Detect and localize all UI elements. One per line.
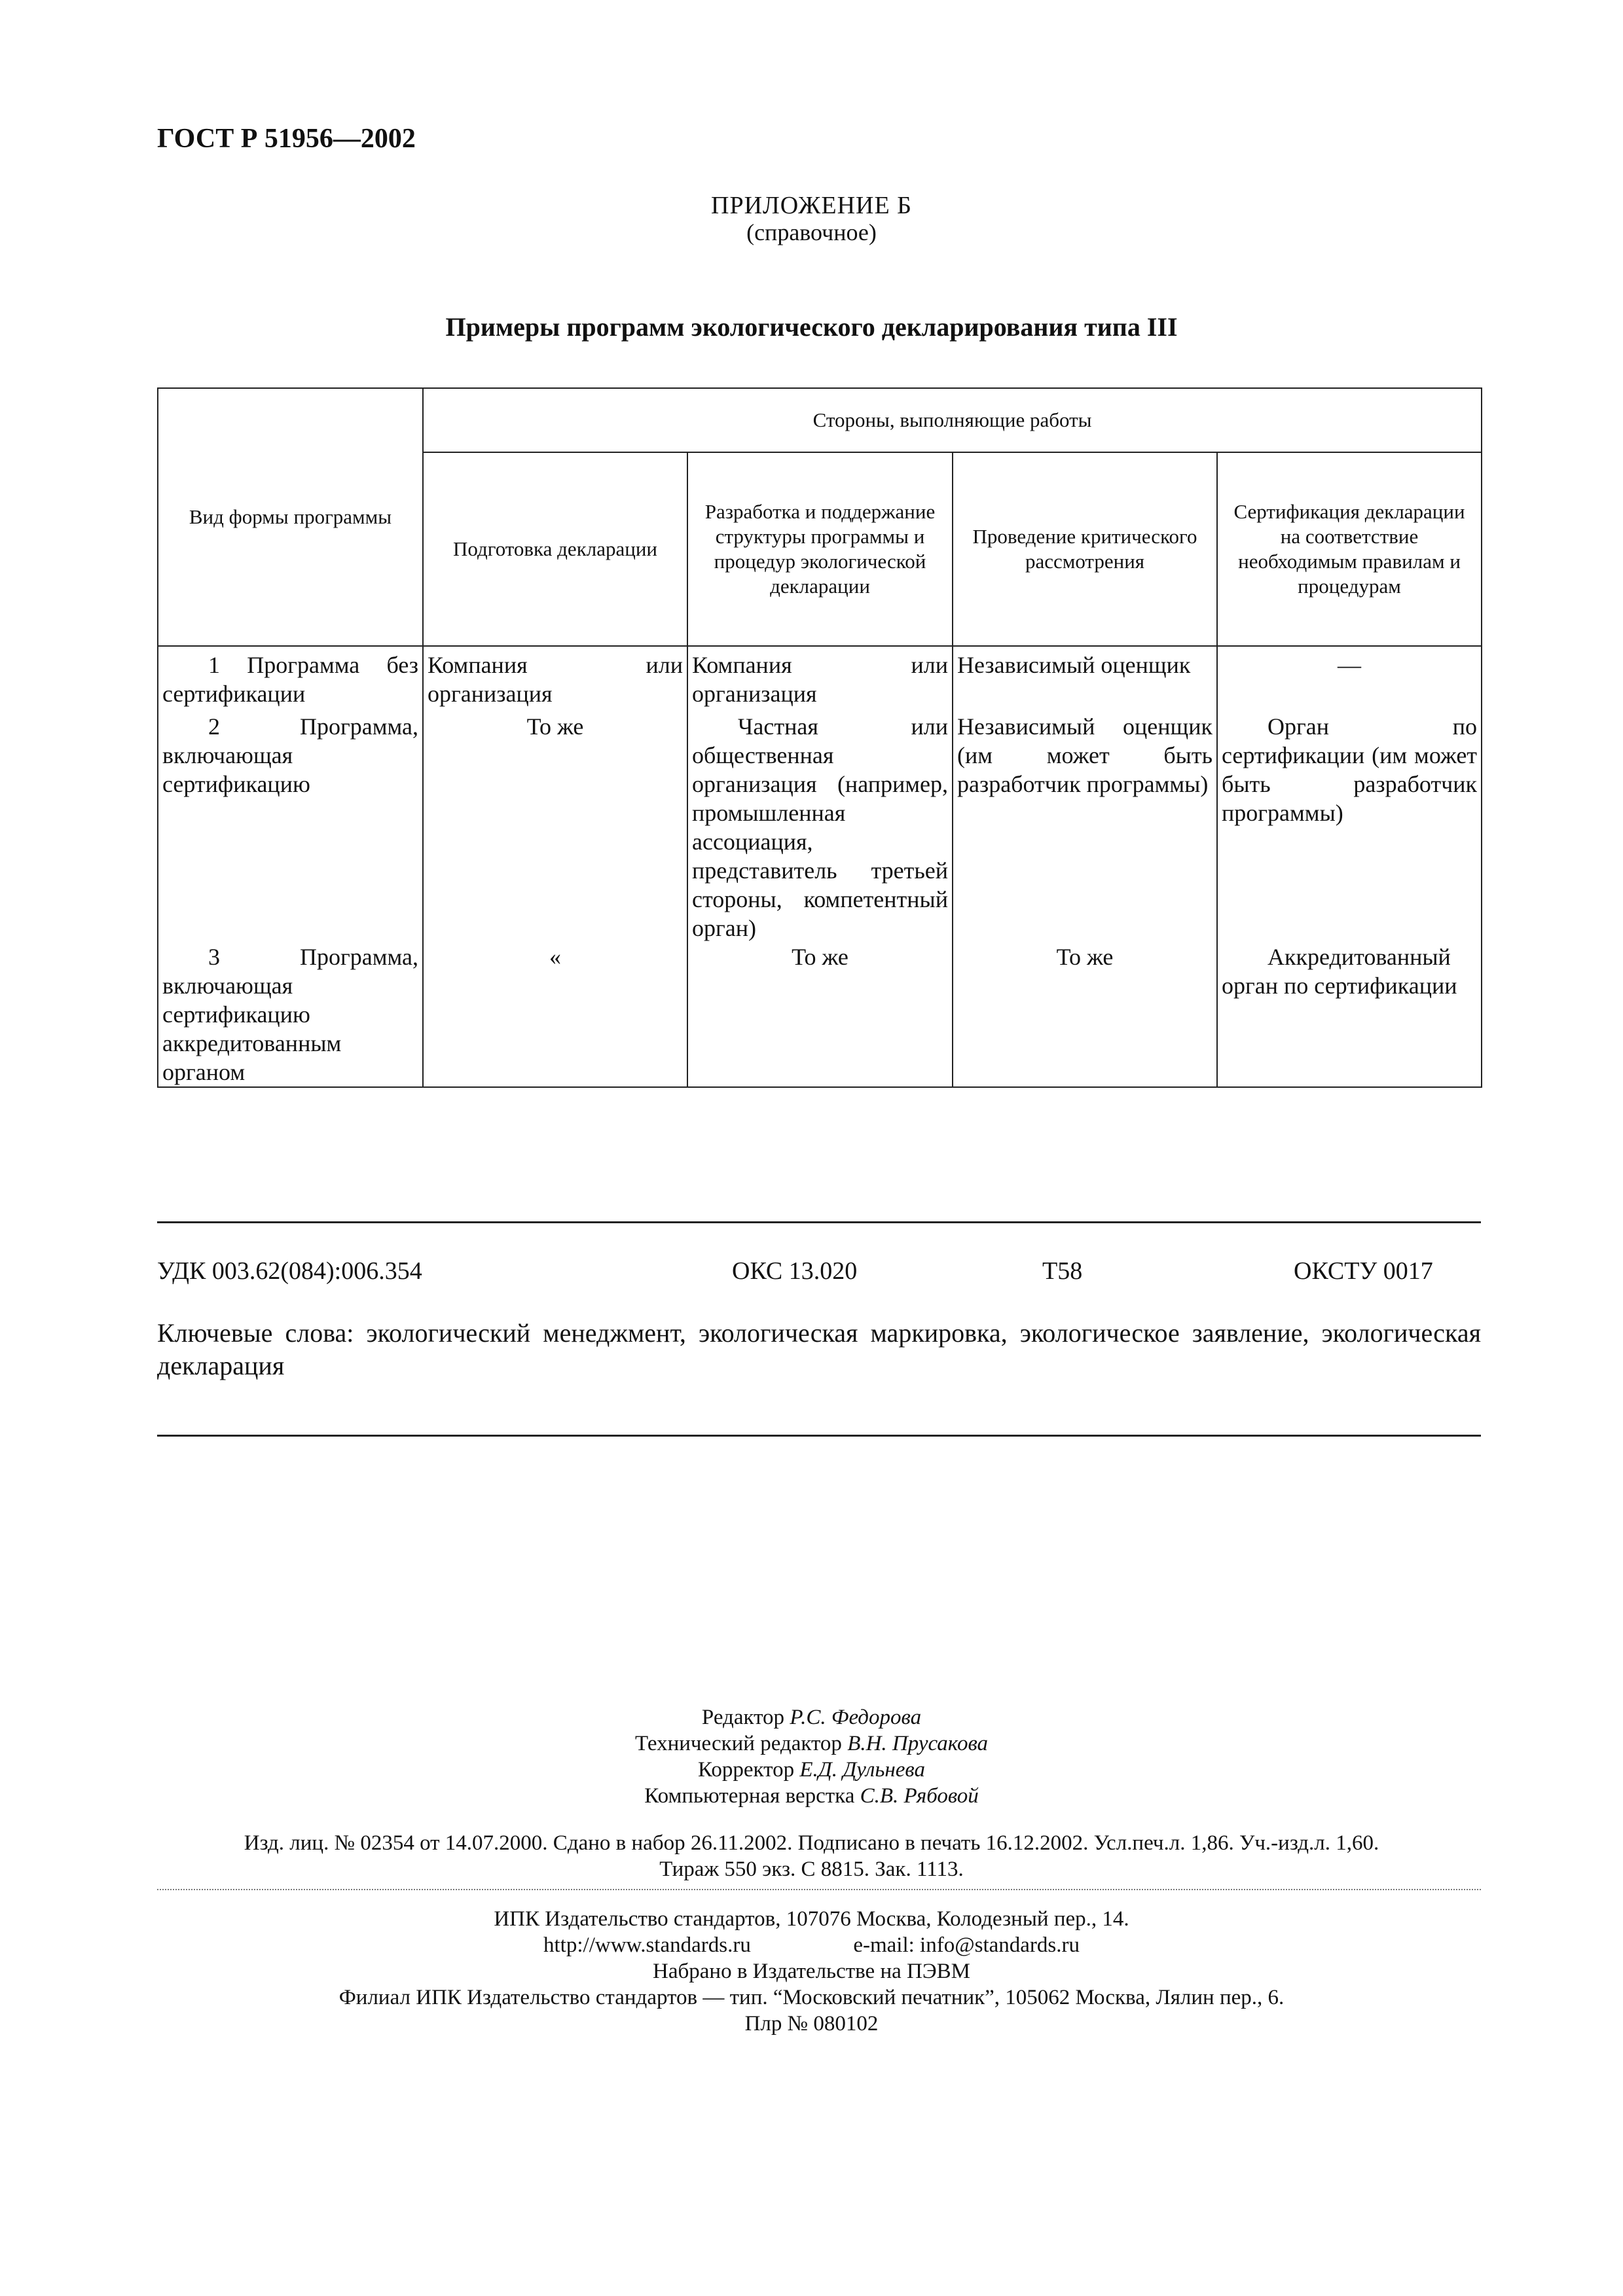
cell-form: 2 Программа, включающая сертификацию — [158, 712, 423, 942]
cell-review: То же — [953, 942, 1217, 1087]
header-certification: Сертификация декларации на соответствие необходимым правилам и процедурам — [1217, 452, 1482, 646]
cell-prep: То же — [423, 712, 687, 942]
cell-cert: Орган по сертификации (им может быть разработчик программы) — [1217, 712, 1482, 942]
publisher-address: ИПК Издательство стандартов, 107076 Москва, Колодезный пер., 14. — [494, 1907, 1129, 1931]
divider — [157, 1435, 1481, 1437]
publisher-contacts — [0, 1932, 1623, 1958]
cell-prep: Компания или организация — [423, 646, 687, 712]
typeset-note: Набрано в Издательстве на ПЭВМ — [653, 1960, 970, 1983]
dotted-divider — [157, 1889, 1481, 1892]
okstu-code: ОКСТУ 0017 — [1294, 1257, 1433, 1285]
document-code: ГОСТ Р 51956—2002 — [157, 124, 416, 154]
credit-layout: Компьютерная верстка С.В. Рябовой — [644, 1784, 979, 1808]
credit-editor: Редактор Р.С. Федорова — [701, 1706, 922, 1729]
credit-corrector: Корректор Е.Д. Дульнева — [697, 1758, 926, 1782]
annex-title: ПРИЛОЖЕНИЕ Б — [711, 192, 912, 219]
programs-table — [157, 387, 1482, 1088]
table-row — [158, 942, 1482, 1087]
header-preparation: Подготовка декларации — [423, 452, 687, 646]
header-parties: Стороны, выполняющие работы — [423, 388, 1482, 452]
imprint-line-1: Изд. лиц. № 02354 от 14.07.2000. Сдано в набор 26.11.2002. Подписано в печать 16.12.2002. Усл.печ.л. 1,86. Уч.-изд.л. 1,60. — [244, 1831, 1379, 1855]
table-title: Примеры программ экологического декларирования типа III — [445, 312, 1178, 342]
cell-dev: Частная или общественная организация (например, промышленная ассоциация, представитель третьей стороны, компетентный орган) — [687, 712, 953, 942]
t-code: Т58 — [1042, 1257, 1083, 1285]
table-row — [158, 712, 1482, 942]
cell-form: 3 Программа, включающая сертификацию аккредитованным органом — [158, 942, 423, 1087]
udk-code: УДК 003.62(084):006.354 — [157, 1257, 422, 1285]
branch-address: Филиал ИПК Издательство стандартов — тип. “Московский печатник”, 105062 Москва, Лялин пер., 6. — [338, 1986, 1285, 2009]
cell-form: 1 Программа без сертификации — [158, 646, 423, 712]
oks-code: ОКС 13.020 — [732, 1257, 858, 1285]
cell-review: Независимый оценщик — [953, 646, 1217, 712]
cell-review: Независимый оценщик (им может быть разработчик программы) — [953, 712, 1217, 942]
cell-dev: Компания или организация — [687, 646, 953, 712]
credit-tech-editor: Технический редактор В.Н. Прусакова — [634, 1732, 989, 1755]
table-row — [158, 646, 1482, 712]
cell-prep: « — [423, 942, 687, 1087]
divider — [157, 1221, 1481, 1223]
header-program-form: Вид формы программы — [158, 388, 423, 646]
plr-number: Плр № 080102 — [744, 2012, 879, 2036]
website-link[interactable]: http://www.standards.ru — [543, 1933, 751, 1957]
header-development: Разработка и поддержание структуры программы и процедур экологической декларации — [687, 452, 953, 646]
cell-cert: Аккредитованный орган по сертификации — [1217, 942, 1482, 1087]
imprint-line-2: Тираж 550 экз. С 8815. Зак. 1113. — [659, 1857, 964, 1881]
annex-subtitle: (справочное) — [746, 219, 877, 245]
keywords: Ключевые слова: экологический менеджмент, экологическая маркировка, экологическое заявление, экологическая декларация — [157, 1318, 1481, 1380]
cell-dev: То же — [687, 942, 953, 1087]
cell-cert: — — [1217, 646, 1482, 712]
header-review: Проведение критического рассмотрения — [953, 452, 1217, 646]
email-link[interactable]: e-mail: info@standards.ru — [853, 1933, 1080, 1957]
